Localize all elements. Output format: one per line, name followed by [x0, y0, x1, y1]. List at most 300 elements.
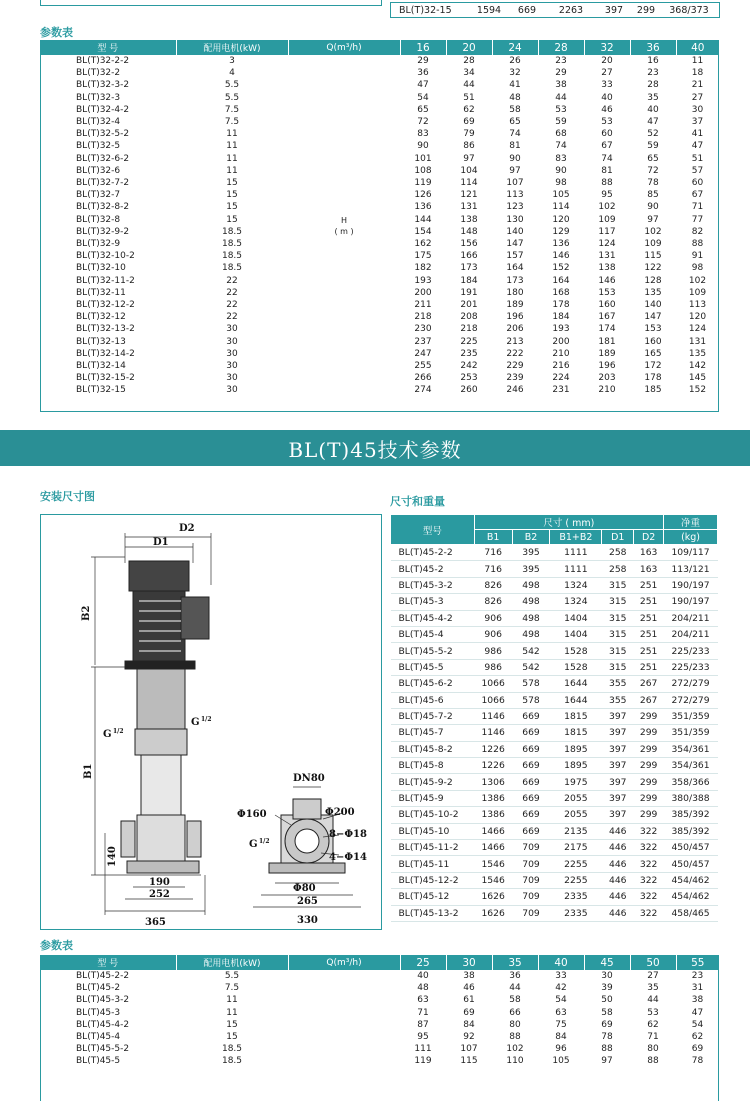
- head-value-cell: 239: [506, 373, 524, 384]
- dim-value-cell: 498: [512, 577, 550, 593]
- head-value-cell: 136: [552, 239, 570, 250]
- dim-label-hole18: 8−Φ18: [329, 829, 367, 840]
- motor-cell: 18.5: [221, 263, 243, 274]
- motor-cell: 30: [226, 324, 238, 335]
- dim-value-cell: 251: [634, 577, 664, 593]
- head-value-cell: 38: [691, 995, 704, 1006]
- table-row: [391, 659, 718, 675]
- head-value-cell: 69: [601, 1019, 613, 1030]
- motor-cell: 22: [226, 312, 238, 323]
- head-value-cell: 44: [509, 983, 521, 994]
- head-value-cell: 225: [460, 336, 478, 347]
- model-cell: BL(T)45-3: [76, 1007, 121, 1018]
- col-d1: D1: [602, 530, 634, 545]
- head-value-cell: 62: [691, 1032, 704, 1043]
- head-value-cell: 47: [417, 80, 429, 91]
- head-value-cell: 111: [414, 1044, 432, 1055]
- head-value-cell: 29: [555, 68, 567, 79]
- head-value-cell: 147: [506, 239, 524, 250]
- dim-value-cell: 450/457: [664, 840, 718, 856]
- head-value-cell: 110: [506, 1056, 524, 1067]
- dim-value-cell: 1226: [474, 758, 512, 774]
- model-cell: BL(T)32-14: [76, 361, 126, 372]
- head-value-cell: 59: [555, 117, 567, 128]
- head-value-cell: 90: [555, 165, 567, 176]
- model-cell: BL(T)32-10-2: [76, 251, 135, 262]
- model-cell: BL(T)32-4-2: [76, 104, 130, 115]
- col-motor: 配用电机(kW): [176, 40, 288, 55]
- dim-label-phi200: Φ200: [325, 807, 355, 818]
- col-flow: 50: [630, 955, 676, 970]
- head-value-cell: 101: [414, 153, 432, 164]
- model-cell: BL(T)45-3: [391, 594, 475, 610]
- dim-value-cell: 446: [602, 840, 634, 856]
- head-value-cell: 30: [691, 104, 704, 115]
- model-cell: BL(T)32-11: [76, 287, 126, 298]
- head-value-cell: 96: [555, 1044, 567, 1055]
- params-body-32: [40, 55, 719, 397]
- head-value-cell: 71: [647, 1032, 659, 1043]
- head-value-cell: 173: [460, 263, 478, 274]
- head-value-cell: 109: [688, 287, 707, 298]
- dim-value-cell: 385/392: [664, 823, 718, 839]
- motor-cell: 7.5: [224, 117, 240, 128]
- head-value-cell: 230: [414, 324, 432, 335]
- model-cell: BL(T)32-12-2: [76, 300, 135, 311]
- head-value-cell: 88: [601, 178, 613, 189]
- table-row: [40, 970, 719, 982]
- head-value-cell: 104: [460, 165, 478, 176]
- section-label-params-32: 参数表: [40, 26, 73, 39]
- dim-value-cell: 826: [474, 594, 512, 610]
- head-value-cell: 242: [460, 361, 478, 372]
- port-frac-side: 1/2: [259, 838, 270, 845]
- dim-value-cell: 267: [634, 676, 664, 692]
- dim-label-hole14: 4−Φ14: [329, 852, 367, 863]
- model-cell: BL(T)32-9-2: [76, 226, 130, 237]
- head-value-cell: 35: [647, 92, 659, 103]
- model-cell: BL(T)32-10: [76, 263, 126, 274]
- dim-value-cell: 1895: [550, 741, 602, 757]
- head-value-cell: 35: [647, 983, 659, 994]
- head-value-cell: 157: [506, 251, 524, 262]
- dim-label-b1: B1: [83, 763, 94, 779]
- head-value-cell: 131: [688, 336, 707, 347]
- dims-weight-table: [390, 514, 718, 922]
- head-value-cell: 109: [598, 214, 616, 225]
- model-cell: BL(T)32-8: [76, 214, 121, 225]
- head-value-cell: 90: [509, 153, 521, 164]
- model-cell: BL(T)45-6: [391, 692, 475, 708]
- head-value-cell: 148: [460, 226, 478, 237]
- model-cell: BL(T)45-11-2: [391, 840, 475, 856]
- dim-value-cell: 258: [602, 561, 634, 577]
- dim-value-cell: 204/211: [664, 610, 718, 626]
- head-value-cell: 123: [506, 202, 524, 213]
- model-cell: BL(T)32-6-2: [76, 153, 130, 164]
- dim-value-cell: 2335: [550, 889, 602, 905]
- dim-label-140: 140: [107, 846, 118, 867]
- motor-cell: 11: [226, 129, 238, 140]
- col-b2: B2: [512, 530, 550, 545]
- head-value-cell: 72: [647, 165, 659, 176]
- head-value-cell: 63: [555, 1007, 567, 1018]
- head-value-cell: 196: [506, 312, 524, 323]
- head-value-cell: 146: [598, 275, 616, 286]
- head-value-cell: 65: [417, 104, 429, 115]
- section-label-params-45: 参数表: [40, 939, 73, 952]
- table-row: [40, 55, 719, 67]
- d2-cell: 299: [636, 4, 656, 16]
- head-value-cell: 67: [601, 141, 613, 152]
- dim-value-cell: 1644: [550, 676, 602, 692]
- model-cell: BL(T)32-8-2: [76, 202, 130, 213]
- dim-value-cell: 2055: [550, 807, 602, 823]
- head-value-cell: 153: [644, 324, 662, 335]
- head-value-cell: 140: [644, 300, 662, 311]
- head-value-cell: 120: [688, 312, 707, 323]
- head-value-cell: 47: [691, 141, 704, 152]
- motor-cell: 30: [226, 373, 238, 384]
- dim-value-cell: 299: [634, 807, 664, 823]
- model-cell: BL(T)45-7-2: [391, 708, 475, 724]
- dim-value-cell: 498: [512, 594, 550, 610]
- head-value-cell: 196: [598, 361, 616, 372]
- head-value-cell: 81: [601, 165, 613, 176]
- table-row: [391, 725, 718, 741]
- head-value-cell: 153: [598, 287, 616, 298]
- head-value-cell: 61: [463, 995, 475, 1006]
- dim-value-cell: 709: [512, 872, 550, 888]
- head-value-cell: 180: [506, 287, 524, 298]
- head-value-cell: 62: [647, 1019, 659, 1030]
- head-value-cell: 255: [414, 361, 432, 372]
- head-value-cell: 74: [555, 141, 567, 152]
- head-value-cell: 229: [506, 361, 524, 372]
- head-value-cell: 27: [647, 971, 659, 981]
- head-value-cell: 39: [601, 983, 613, 994]
- head-value-cell: 31: [691, 983, 704, 994]
- model-cell: BL(T)45-6-2: [391, 676, 475, 692]
- dim-value-cell: 315: [602, 577, 634, 593]
- model-cell: BL(T)32-6: [76, 165, 121, 176]
- head-value-cell: 224: [552, 373, 570, 384]
- dim-value-cell: 458/465: [664, 905, 718, 921]
- model-cell: BL(T)45-2-2: [76, 971, 130, 981]
- model-cell: BL(T)45-11: [391, 856, 475, 872]
- head-value-cell: 40: [647, 104, 659, 115]
- motor-cell: 7.5: [224, 104, 240, 115]
- dim-value-cell: 1815: [550, 725, 602, 741]
- col-q: Q(m³/h): [288, 40, 400, 55]
- head-value-cell: 121: [460, 190, 478, 201]
- dim-value-cell: 315: [602, 643, 634, 659]
- head-value-cell: 21: [691, 80, 704, 91]
- head-value-cell: 58: [509, 104, 521, 115]
- table-row: [391, 905, 718, 921]
- head-value-cell: 113: [688, 300, 707, 311]
- head-value-cell: 81: [509, 141, 521, 152]
- col-motor: 配用电机(kW): [176, 955, 288, 970]
- head-value-cell: 32: [509, 68, 521, 79]
- dim-value-cell: 1404: [550, 610, 602, 626]
- head-value-cell: 78: [601, 1032, 613, 1043]
- head-value-cell: 131: [598, 251, 616, 262]
- dim-value-cell: 1975: [550, 774, 602, 790]
- dim-value-cell: 395: [512, 545, 550, 561]
- table-row: [391, 561, 718, 577]
- model-cell: BL(T)45-2-2: [391, 545, 475, 561]
- head-unit-cell: [288, 970, 400, 1068]
- head-value-cell: 152: [552, 263, 570, 274]
- dim-value-cell: 669: [512, 790, 550, 806]
- head-value-cell: 147: [644, 312, 662, 323]
- head-value-cell: 83: [417, 129, 429, 140]
- table-row: [391, 790, 718, 806]
- head-value-cell: 34: [463, 68, 475, 79]
- head-value-cell: 140: [506, 226, 524, 237]
- dim-value-cell: 109/117: [664, 545, 718, 561]
- head-value-cell: 74: [509, 129, 521, 140]
- model-cell: BL(T)45-12: [391, 889, 475, 905]
- head-value-cell: 119: [414, 178, 432, 189]
- dim-value-cell: 1815: [550, 708, 602, 724]
- head-value-cell: 65: [647, 153, 659, 164]
- head-value-cell: 51: [691, 153, 704, 164]
- head-value-cell: 114: [460, 178, 478, 189]
- head-value-cell: 105: [552, 1056, 570, 1067]
- head-value-cell: 114: [552, 202, 570, 213]
- col-b1b2: B1+B2: [550, 530, 602, 545]
- head-value-cell: 208: [460, 312, 478, 323]
- dim-label-252: 252: [149, 889, 170, 900]
- table-row: [391, 577, 718, 593]
- head-value-cell: 189: [506, 300, 524, 311]
- col-model: 型号: [391, 515, 475, 545]
- head-value-cell: 26: [509, 56, 521, 66]
- head-value-cell: 58: [509, 995, 521, 1006]
- motor-cell: 11: [226, 995, 238, 1006]
- head-value-cell: 44: [463, 80, 475, 91]
- model-cell: BL(T)32-15-2: [76, 373, 135, 384]
- head-value-cell: 23: [555, 56, 567, 66]
- head-value-cell: 200: [552, 336, 570, 347]
- dim-value-cell: 1324: [550, 577, 602, 593]
- dim-value-cell: 2175: [550, 840, 602, 856]
- head-value-cell: 184: [552, 312, 570, 323]
- table-row: [391, 856, 718, 872]
- dim-value-cell: 709: [512, 889, 550, 905]
- head-value-cell: 120: [552, 214, 570, 225]
- table-row: [391, 889, 718, 905]
- table-row: [391, 741, 718, 757]
- head-value-cell: 44: [647, 995, 659, 1006]
- dim-value-cell: 1146: [474, 725, 512, 741]
- dim-value-cell: 716: [474, 545, 512, 561]
- dim-value-cell: 322: [634, 840, 664, 856]
- b1b2-cell: 2263: [558, 4, 584, 16]
- head-value-cell: 102: [644, 226, 662, 237]
- model-cell: BL(T)32-3-2: [76, 80, 130, 91]
- head-value-cell: 115: [644, 251, 662, 262]
- col-flow: 30: [446, 955, 492, 970]
- dim-value-cell: 1146: [474, 708, 512, 724]
- dim-value-cell: 498: [512, 626, 550, 642]
- motor-cell: 15: [226, 202, 238, 213]
- model-cell: BL(T)32-13-2: [76, 324, 135, 335]
- table-row: [391, 840, 718, 856]
- head-value-cell: 247: [414, 348, 432, 359]
- head-value-cell: 36: [417, 68, 429, 79]
- table-row: [391, 626, 718, 642]
- port-label-left: G: [103, 729, 112, 740]
- motor-cell: 22: [226, 275, 238, 286]
- d1-cell: 397: [604, 4, 624, 16]
- head-value-cell: 266: [414, 373, 432, 384]
- head-value-cell: 274: [414, 385, 432, 396]
- col-flow: 35: [492, 955, 538, 970]
- dim-value-cell: 709: [512, 840, 550, 856]
- model-cell: BL(T)45-5: [76, 1056, 121, 1067]
- dim-value-cell: 709: [512, 905, 550, 921]
- head-value-cell: 203: [598, 373, 616, 384]
- col-flow: 28: [538, 40, 584, 55]
- dim-value-cell: 204/211: [664, 626, 718, 642]
- model-cell: BL(T)45-12-2: [391, 872, 475, 888]
- model-cell: BL(T)45-2: [76, 983, 121, 994]
- dim-value-cell: 1644: [550, 692, 602, 708]
- model-cell: BL(T)32-15: [399, 4, 452, 16]
- motor-cell: 18.5: [221, 251, 243, 262]
- head-value-cell: 185: [644, 385, 662, 396]
- model-cell: BL(T)32-7: [76, 190, 121, 201]
- dim-value-cell: 446: [602, 872, 634, 888]
- head-value-cell: 146: [552, 251, 570, 262]
- dim-label-190: 190: [149, 877, 170, 888]
- dim-value-cell: 1386: [474, 790, 512, 806]
- dim-value-cell: 163: [634, 545, 664, 561]
- head-value-cell: 175: [414, 251, 432, 262]
- dim-value-cell: 826: [474, 577, 512, 593]
- col-weight: 净重: [664, 515, 718, 530]
- head-value-cell: 69: [463, 117, 475, 128]
- dims-last-row: [390, 2, 720, 18]
- head-value-cell: 206: [506, 324, 524, 335]
- head-value-cell: 48: [509, 92, 521, 103]
- weight-cell: 368/373: [669, 4, 709, 16]
- model-cell: BL(T)32-15: [76, 385, 126, 396]
- motor-cell: 11: [226, 141, 238, 152]
- dim-value-cell: 986: [474, 659, 512, 675]
- dim-value-cell: 397: [602, 807, 634, 823]
- head-value-cell: 193: [552, 324, 570, 335]
- dim-value-cell: 2135: [550, 823, 602, 839]
- head-value-cell: 97: [647, 214, 659, 225]
- head-value-cell: 168: [552, 287, 570, 298]
- head-value-cell: 193: [414, 275, 432, 286]
- head-value-cell: 85: [647, 190, 659, 201]
- dim-value-cell: 450/457: [664, 856, 718, 872]
- dim-value-cell: 322: [634, 856, 664, 872]
- dim-value-cell: 163: [634, 561, 664, 577]
- head-value-cell: 42: [555, 983, 567, 994]
- dim-value-cell: 299: [634, 708, 664, 724]
- head-label: H: [340, 215, 347, 225]
- dim-value-cell: 1226: [474, 741, 512, 757]
- motor-cell: 30: [226, 385, 238, 396]
- head-value-cell: 23: [691, 971, 704, 981]
- table-row: [391, 676, 718, 692]
- col-size-group: 尺寸 ( mm): [474, 515, 663, 530]
- dim-value-cell: 578: [512, 676, 550, 692]
- head-value-cell: 59: [647, 141, 659, 152]
- head-value-cell: 113: [506, 190, 524, 201]
- head-value-cell: 46: [601, 104, 613, 115]
- table-row: [391, 872, 718, 888]
- model-cell: BL(T)45-8: [391, 758, 475, 774]
- table-row: [391, 823, 718, 839]
- head-value-cell: 29: [417, 56, 429, 66]
- model-cell: BL(T)32-12: [76, 312, 126, 323]
- head-value-cell: 210: [598, 385, 616, 396]
- dim-value-cell: 2335: [550, 905, 602, 921]
- dim-value-cell: 1466: [474, 840, 512, 856]
- dim-value-cell: 446: [602, 856, 634, 872]
- head-value-cell: 107: [506, 178, 524, 189]
- motor-cell: 15: [226, 190, 238, 201]
- dim-value-cell: 322: [634, 872, 664, 888]
- dim-value-cell: 354/361: [664, 758, 718, 774]
- motor-cell: 5.5: [224, 92, 240, 103]
- col-q: Q(m³/h): [288, 955, 400, 970]
- table-row: [391, 643, 718, 659]
- head-value-cell: 97: [463, 153, 475, 164]
- model-cell: BL(T)32-2-2: [76, 56, 130, 66]
- head-value-cell: 88: [647, 1056, 659, 1067]
- head-value-cell: 156: [460, 239, 478, 250]
- head-value-cell: 135: [644, 287, 662, 298]
- head-value-cell: 181: [598, 336, 616, 347]
- model-cell: BL(T)45-4: [391, 626, 475, 642]
- head-value-cell: 131: [460, 202, 478, 213]
- motor-cell: 22: [226, 300, 238, 311]
- table-row: [391, 594, 718, 610]
- params-table-45: [40, 955, 719, 1068]
- head-value-cell: 102: [688, 275, 707, 286]
- col-flow: 36: [630, 40, 676, 55]
- head-value-cell: 160: [644, 336, 662, 347]
- head-value-cell: 54: [691, 1019, 704, 1030]
- head-value-cell: 88: [601, 1044, 613, 1055]
- head-value-cell: 124: [598, 239, 616, 250]
- section-banner: [0, 430, 750, 466]
- port-label-right: G: [191, 717, 200, 728]
- head-value-cell: 41: [509, 80, 521, 91]
- table-row: [391, 758, 718, 774]
- head-value-cell: 40: [601, 92, 613, 103]
- head-value-cell: 50: [601, 995, 613, 1006]
- head-value-cell: 235: [460, 348, 478, 359]
- motor-cell: 18.5: [221, 239, 243, 250]
- dim-value-cell: 395: [512, 561, 550, 577]
- motor-cell: 22: [226, 287, 238, 298]
- head-value-cell: 33: [555, 971, 567, 981]
- dim-value-cell: 315: [602, 610, 634, 626]
- head-value-cell: 136: [414, 202, 432, 213]
- head-value-cell: 79: [463, 129, 475, 140]
- head-value-cell: 18: [691, 68, 704, 79]
- head-value-cell: 11: [691, 56, 704, 66]
